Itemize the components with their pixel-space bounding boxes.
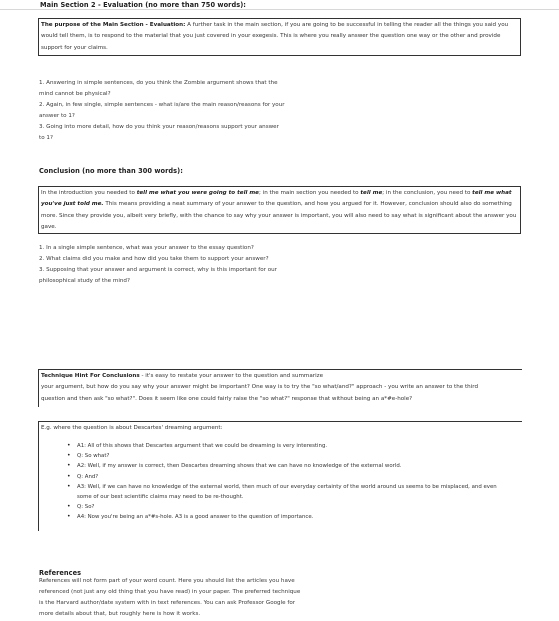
conclusion-text: ; in the main section you needed to bbox=[258, 190, 361, 196]
example-box bbox=[38, 421, 522, 531]
list-item: • A2: Well, if my answer is correct, then Descartes dreaming shows that we can have no knowledge of the external world. bbox=[67, 461, 507, 471]
conclusion-text: This means providing a neat summary of your answer to the question, and how you argued for it. However, conclusion should also do something more. Since they provide you, albeit very briefly, with the chance to say why your answer is important, you will also need to say what is significant about the answer you gave. bbox=[41, 201, 517, 230]
question-line: 2. What claims did you make and how did you take them to support your answer? bbox=[39, 256, 269, 262]
main-section-questions bbox=[39, 78, 339, 144]
conclusion-text: In the introduction you needed to bbox=[41, 190, 137, 196]
conclusion-text: ; in the conclusion, you need to bbox=[382, 190, 473, 196]
conclusion-box bbox=[38, 186, 521, 234]
references-line: referenced (not just any old thing that you have read) in your paper. The preferred technique bbox=[39, 589, 301, 595]
example-intro: E.g. where the question is about Descartes' dreaming argument: bbox=[41, 425, 223, 431]
references-line: more details about that, but roughly here is how it works. bbox=[39, 611, 201, 617]
list-item: • A1: All of this shows that Descartes argument that we could be dreaming is very interesting. bbox=[67, 441, 507, 451]
question-line: 1. In a single simple sentence, what was your answer to the essay question? bbox=[39, 245, 254, 251]
purpose-text: A further task in the main section, if you are going to be successful in telling the reader all the things you said you would tell them, is to respond to the material that you just covered in your exegesis. This is where you really answer the question one way or the other and provide support for your claims. bbox=[41, 22, 509, 51]
references-line: is the Harvard author/date system with in text references. You can ask Professor Google for bbox=[39, 600, 296, 606]
question-line: 3. Supposing that your answer and argument is correct, why is this important for our bbox=[39, 267, 277, 273]
references-line: References will not form part of your word count. Here you should list the articles you have bbox=[39, 578, 295, 584]
question-line: to 1? bbox=[39, 135, 53, 141]
list-item: • A3: Well, if we can have no knowledge of the external world, then much of our everyday certainty of the world around us seems to be misplaced, and even some of our best scientific claims may need to be re-thought. bbox=[67, 482, 507, 502]
conclusion-emphasis: tell me what you were going to tell me bbox=[136, 190, 259, 196]
conclusion-heading: Conclusion (no more than 300 words): bbox=[39, 167, 183, 175]
technique-hint-box bbox=[38, 369, 522, 407]
main-section-heading: Main Section 2 - Evaluation (no more than 750 words): bbox=[40, 1, 246, 9]
purpose-lead: The purpose of the Main Section - Evaluation: bbox=[41, 22, 186, 28]
conclusion-emphasis: tell me what you've just told me. bbox=[41, 190, 512, 208]
question-line: 2. Again, in few single, simple sentences - what is/are the main reason/reasons for your bbox=[39, 102, 285, 108]
dialogue-list bbox=[67, 441, 507, 522]
list-item: • A4: Now you're being an a*#s-hole. A3 is a good answer to the question of importance. bbox=[67, 512, 507, 522]
hint-lead: Technique Hint For Conclusions bbox=[41, 373, 140, 379]
question-line: answer to 1? bbox=[39, 113, 75, 119]
question-line: mind cannot be physical? bbox=[39, 91, 111, 97]
conclusion-questions bbox=[39, 243, 339, 287]
conclusion-emphasis: tell me bbox=[360, 190, 383, 196]
hint-line: your argument, but how do you say why your answer might be important? One way is to try the "so what/and?" approach - you write an answer to the third bbox=[41, 384, 479, 391]
references-heading: References bbox=[39, 569, 82, 577]
question-line: philosophical study of the mind? bbox=[39, 278, 130, 284]
hint-line: question and then ask "so what?". Does it seem like one could fairly raise the "so what?" response that without being an a*#e-hole? bbox=[41, 395, 413, 402]
list-item: • Q: So? bbox=[67, 502, 507, 512]
question-line: 3. Going into more detail, how do you think your reason/reasons support your answer bbox=[39, 124, 279, 130]
hint-line: - it's easy to restate your answer to the question and summarize bbox=[139, 373, 324, 379]
question-line: 1. Answering in simple sentences, do you think the Zombie argument shows that the bbox=[39, 80, 278, 86]
main-section-purpose-box bbox=[38, 18, 521, 56]
top-divider bbox=[0, 9, 559, 10]
list-item: • Q: So what? bbox=[67, 451, 507, 461]
list-item: • Q: And? bbox=[67, 472, 507, 482]
references-text bbox=[39, 576, 339, 620]
